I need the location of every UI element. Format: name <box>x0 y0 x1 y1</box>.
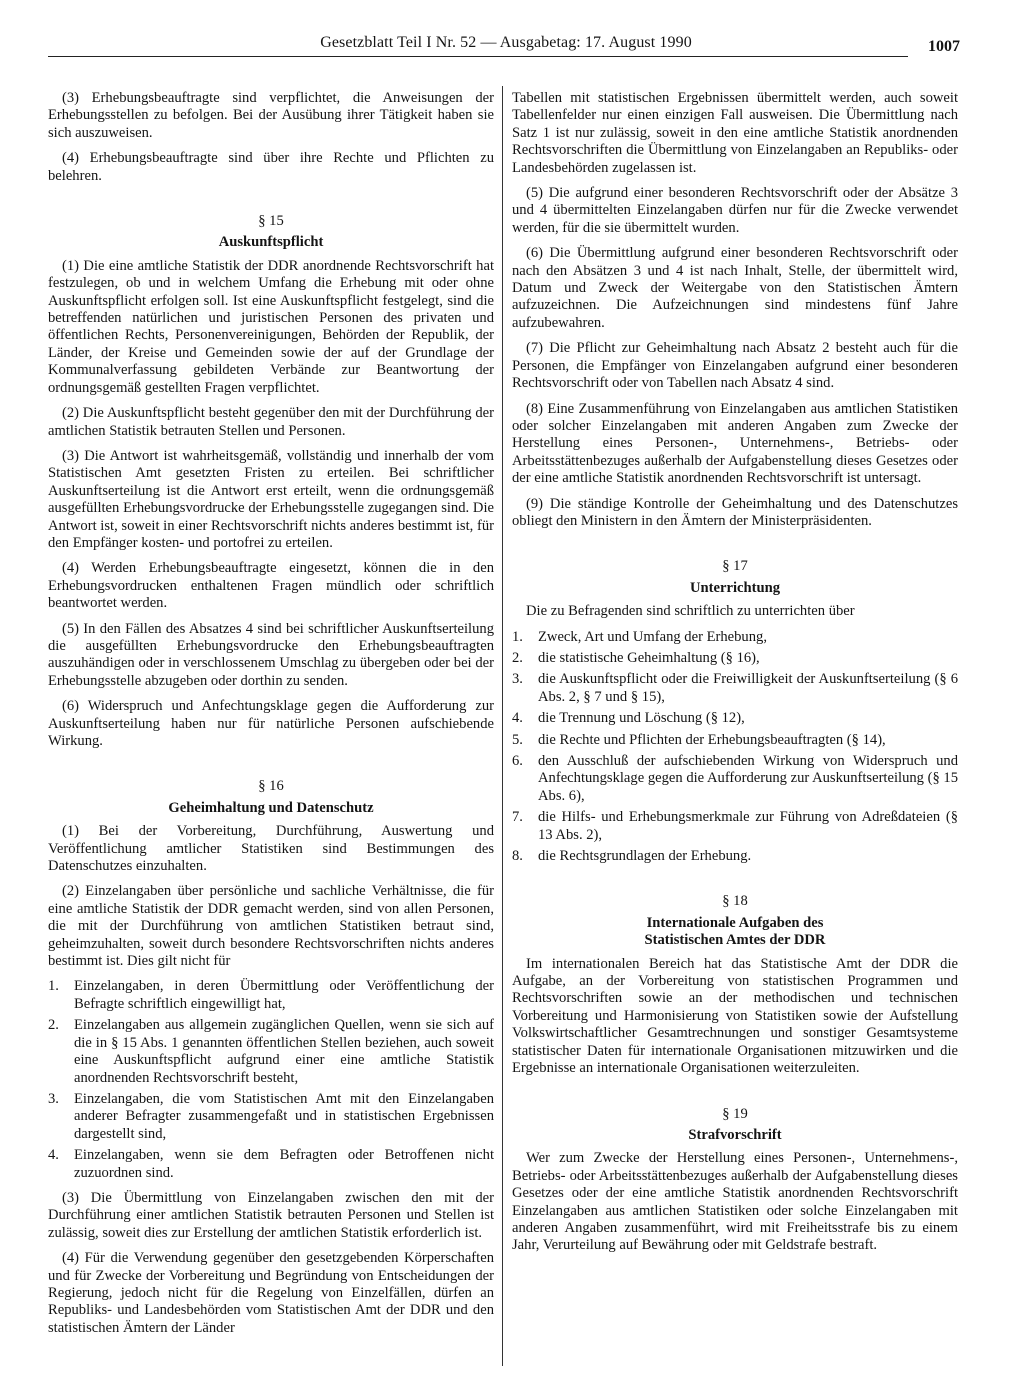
section-15-number: § 15 <box>258 213 284 230</box>
list-item-text: die Rechtsgrundlagen der Erhebung. <box>538 848 752 865</box>
list-item <box>512 710 958 727</box>
list-item-text: die Trennung und Löschung (§ 12), <box>538 710 745 727</box>
list-item-text: Einzelangaben, die vom Statistischen Amt mit den Einzelangaben anderer Befragter zusammengefaßt und in statistischen Ergebnissen dargestellt sind, <box>74 1090 494 1142</box>
list-item <box>512 671 958 706</box>
section-16-number: § 16 <box>258 778 284 795</box>
paragraph-16-4: (4) Für die Verwendung gegenüber den gesetzgebenden Körperschaften und für Zwecke der Vorbereitung und Begründung von Entscheidungen der Regierung, jedoch nicht für die Regelung von Einzelfällen, dürfen an Republiks- und Landesbehörden vom Statistischen Amt der DDR und den statistischen Ämtern der Länder <box>48 1250 494 1336</box>
list-item-text: Zweck, Art und Umfang der Erhebung, <box>538 628 767 645</box>
paragraph-14-3: (3) Erhebungsbeauftragte sind verpflichtet, die Anweisungen der Erhebungsstellen zu befolgen. Bei der Ausübung ihrer Tätigkeit haben sie sich auszuweisen. <box>48 90 494 141</box>
list-item-number: 4. <box>48 1147 59 1164</box>
section-18-title-line-1: Internationale Aufgaben des <box>646 914 824 931</box>
section-16-exception-list <box>48 978 494 1181</box>
list-item-text: die Rechte und Pflichten der Erhebungsbeauftragten (§ 14), <box>538 731 886 748</box>
section-17-intro: Die zu Befragenden sind schriftlich zu unterrichten über <box>526 603 855 620</box>
list-item <box>512 732 958 749</box>
list-item <box>512 629 958 646</box>
list-item-number: 3. <box>512 671 523 688</box>
paragraph-15-6: (6) Widerspruch und Anfechtungsklage gegen die Aufforderung zur Auskunftserteilung haben nur für natürliche Personen aufschiebende Wirkung. <box>48 698 494 749</box>
section-16-title: Geheimhaltung und Datenschutz <box>168 799 374 816</box>
list-item-number: 7. <box>512 809 523 826</box>
paragraph-19: Wer zum Zwecke der Herstellung eines Personen-, Unternehmens-, Betriebs- oder Arbeitsstättenbezuges außerhalb der Aufgabenstellung dieses Gesetzes oder der eine amtliche Statistik anordnenden Rechtsvorschrift Einzelangaben aus amtlichen Statistiken oder solche Einzelangaben mit anderen Angaben zusammenführt, wird mit Freiheitsstrafe bis zu einem Jahr, Verurteilung auf Bewährung oder mit Geldstrafe bestraft. <box>512 1150 958 1254</box>
list-item-text: Einzelangaben, in deren Übermittlung oder Veröffentlichung der Befragte schriftlich eingewilligt hat, <box>74 978 494 1012</box>
paragraph-18: Im internationalen Bereich hat das Statistische Amt der DDR die Aufgabe, an der Vorbereitung von statistischen Programmen und Rechtsvorschriften sowie an der methodischen und technischen Vorbereitung und Harmonisierung von Statistiken sowie der Aufstellung Volkswirtschaftlicher Gesamtrechnungen und sonstiger Gesamtsysteme statistischer Daten für internationale Organisationen mitzuwirken und die Ergebnisse an internationale Organisationen weiterzuleiten. <box>512 955 958 1077</box>
paragraph-16-5: (5) Die aufgrund einer besonderen Rechtsvorschrift oder der Absätze 3 und 4 übermittelten Einzelangaben dürfen nur für die Zwecke verwendet werden, für die sie übermittelt wurden. <box>512 185 958 236</box>
list-item <box>512 848 958 865</box>
list-item <box>48 1091 494 1143</box>
list-item-number: 3. <box>48 1090 59 1107</box>
list-item-number: 6. <box>512 753 523 769</box>
paragraph-16-7: (7) Die Pflicht zur Geheimhaltung nach Absatz 2 besteht auch für die Personen, die Empfänger von Einzelangaben aufgrund einer besonderen Rechtsvorschrift oder von Tabellen nach Absatz 4 sind. <box>512 340 958 392</box>
list-item <box>48 978 494 1013</box>
section-17-title: Unterrichtung <box>690 579 780 596</box>
list-item-number: 2. <box>48 1017 59 1034</box>
header-title: Gesetzblatt Teil I Nr. 52 — Ausgabetag: 17. August 1990 <box>320 34 692 51</box>
section-19-number: § 19 <box>722 1105 748 1122</box>
page-number: 1007 <box>928 38 960 55</box>
list-item-number: 5. <box>512 731 523 748</box>
list-item-text: den Ausschluß der aufschiebenden Wirkung von Widerspruch und Anfechtungsklage gegen die Aufforderung zur Auskunftserteilung (§ 15 Abs. 6), <box>538 753 959 804</box>
paragraph-15-5: (5) In den Fällen des Absatzes 4 sind bei schriftlicher Auskunftserteilung die ausgefüllten Erhebungsvordrucke den Erhebungsbeauftragten auszuhändigen oder in verschlossenem Umschlag zu übergeben oder bei der Erhebungsstelle abzugeben oder dorthin zu senden. <box>48 620 494 689</box>
paragraph-16-4-continued: Tabellen mit statistischen Ergebnissen übermittelt werden, auch soweit Tabellenfelder nur einen einzigen Fall ausweisen. Die Übermittlung nach Satz 1 ist nur zulässig, soweit in den eine amtliche Statistik anordnenden Rechtsvorschriften die Übermittlung von Einzelangaben an Republiks- oder Landesbehörden zugelassen ist. <box>512 90 958 176</box>
column-divider <box>502 86 503 1366</box>
list-item-text: Einzelangaben, wenn sie dem Befragten oder Betroffenen nicht zuzuordnen sind. <box>74 1147 494 1181</box>
paragraph-16-9: (9) Die ständige Kontrolle der Geheimhaltung und des Datenschutzes obliegt den Ministern in den Ämtern der Ministerpräsidenten. <box>512 495 958 529</box>
list-item-text: die Hilfs- und Erhebungsmerkmale zur Führung von Adreßdateien (§ 13 Abs. 2), <box>538 809 958 843</box>
list-item-number: 1. <box>48 978 59 995</box>
paragraph-16-8: (8) Eine Zusammenführung von Einzelangaben aus amtlichen Statistiken oder solcher Einzelangaben mit anderen Angaben zum Zwecke der Herstellung eines Personen-, Unternehmens-, Betriebs- oder Arbeitsstättenbezuges außerhalb der Aufgabenstellung dieses Gesetzes oder der eine amtliche Statistik anordnenden Rechtsvorschrift ist untersagt. <box>512 400 958 487</box>
header-rule <box>48 56 908 57</box>
list-item <box>48 1147 494 1182</box>
list-item-number: 1. <box>512 628 523 645</box>
paragraph-16-3: (3) Die Übermittlung von Einzelangaben zwischen den mit der Durchführung einer amtlichen Statistik betrauten Personen und Stellen ist zulässig, soweit dies zur Erstellung der amtlichen Statistik erforderlich ist. <box>48 1189 494 1241</box>
section-18-number: § 18 <box>722 893 748 910</box>
list-item-text: Einzelangaben aus allgemein zugänglichen Quellen, wenn sie sich auf die in § 15 Abs. 1 genannten öffentlichen Stellen beziehen, auch soweit eine Auskunftspflicht aufgrund einer eine amtliche Statistik anordnenden Rechtsvorschrift besteht, <box>74 1017 494 1086</box>
list-item <box>512 809 958 844</box>
section-19-title: Strafvorschrift <box>688 1126 782 1143</box>
section-18-title-line-2: Statistischen Amtes der DDR <box>644 932 826 949</box>
section-15-title: Auskunftspflicht <box>218 234 324 251</box>
list-item-text: die Auskunftspflicht oder die Freiwilligkeit der Auskunftserteilung (§ 6 Abs. 2, § 7 und § 15), <box>538 671 958 705</box>
paragraph-15-4: (4) Werden Erhebungsbeauftragte eingesetzt, können die in den Erhebungsvordrucken enthaltenen Fragen mündlich oder schriftlich beantwortet werden. <box>48 560 494 612</box>
paragraph-15-3: (3) Die Antwort ist wahrheitsgemäß, vollständig und innerhalb der vom Statistischen Amt gesetzten Fristen zu erteilen. Bei schriftlicher Auskunftserteilung ist die Antwort erst erteilt, wenn die ordnungsgemäß ausgefüllten Erhebungsvordrucke der Erhebungsstelle zugegangen sind. Die Antwort ist, soweit in einer Rechtsvorschrift nichts anderes bestimmt ist, für den Empfänger kosten- und portofrei zu erteilen. <box>48 447 494 551</box>
list-item-number: 8. <box>512 848 523 865</box>
paragraph-15-2: (2) Die Auskunftspflicht besteht gegenüber den mit der Durchführung der amtlichen Statistik betrauten Stellen und Personen. <box>48 405 494 439</box>
list-item-number: 2. <box>512 649 523 666</box>
paragraph-16-1: (1) Bei der Vorbereitung, Durchführung, Auswertung und Veröffentlichung amtlicher Statistiken sind Bestimmungen des Datenschutzes einzuhalten. <box>48 823 494 875</box>
paragraph-16-6: (6) Die Übermittlung aufgrund einer besonderen Rechtsvorschrift oder nach den Absätzen 3 und 4 ist nach Inhalt, Stelle, der übermittelt wird, Datum und Zweck der Weitergabe von den Statistischen Ämtern aufzuzeichnen. Die Aufzeichnungen sind mindestens fünf Jahre aufzubewahren. <box>512 245 958 331</box>
list-item-number: 4. <box>512 710 523 727</box>
section-17-number: § 17 <box>722 558 748 575</box>
paragraph-15-1: (1) Die eine amtliche Statistik der DDR anordnende Rechtsvorschrift hat festzulegen, ob und in welchem Umfang die Erhebung mit oder ohne Auskunftspflicht erfolgen soll. Ist eine Auskunftspflicht festgelegt, sind die betreffenden natürlichen und juristischen Personen des privaten und öffentlichen Rechts, Personenvereinigungen, Behörden der Republik, der Länder, der Kreise und Gemeinden sowie der auf der Grundlage der Kommunalverfassung gebildeten Verbände zur Beantwortung der ordnungsgemäß gestellten Fragen verpflichtet. <box>48 257 494 396</box>
paragraph-16-2: (2) Einzelangaben über persönliche und sachliche Verhältnisse, die für eine amtliche Statistik der DDR gemacht werden, sind von allen Personen, die mit der Durchführung von amtlichen Statistiken betraut sind, geheimzuhalten, soweit durch besondere Rechtsvorschriften nichts anderes bestimmt ist. Dies gilt nicht für <box>48 883 494 970</box>
list-item <box>48 1017 494 1087</box>
left-column <box>48 90 494 1345</box>
list-item <box>512 650 958 667</box>
right-column <box>512 90 958 1263</box>
section-17-list <box>512 629 958 866</box>
page-header <box>48 30 964 60</box>
list-item-text: die statistische Geheimhaltung (§ 16), <box>538 649 760 666</box>
list-item <box>512 753 958 805</box>
paragraph-14-4: (4) Erhebungsbeauftragte sind über ihre Rechte und Pflichten zu belehren. <box>48 150 494 184</box>
